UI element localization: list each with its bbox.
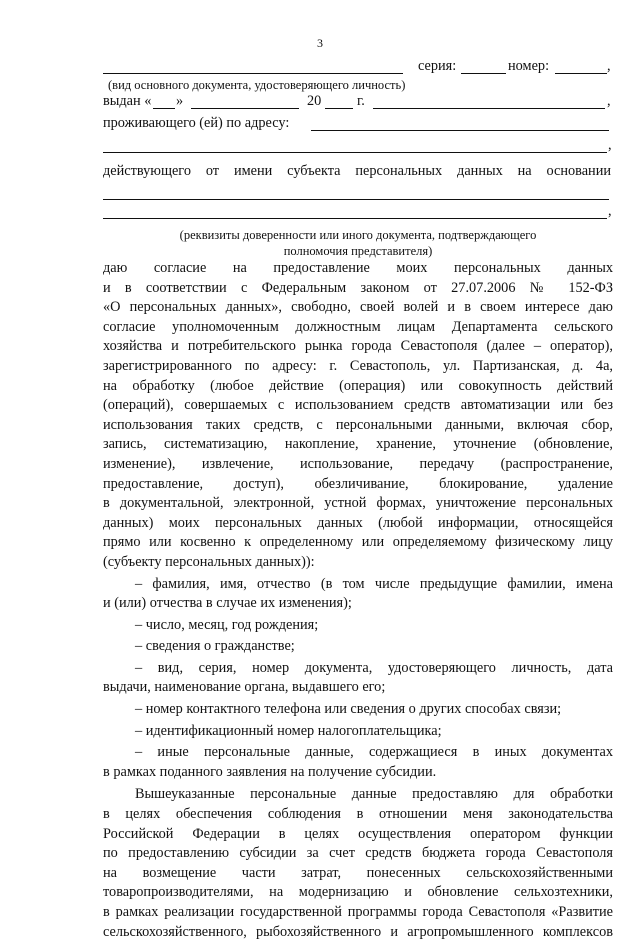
basis-caption: [103, 227, 613, 259]
list-item-line: и (или) отчества в случае их изменения);: [103, 595, 352, 612]
purpose-line: Вышеуказанные персональные данные предоставляю для обработки: [135, 786, 613, 803]
consent-line: предоставление, доступ), обезличивание, блокирование, удаление: [103, 475, 613, 492]
purpose-paragraph: [103, 785, 613, 942]
issued-day-blank: [153, 108, 175, 109]
number-label: номер:: [508, 58, 550, 74]
number-blank: [555, 73, 607, 74]
address-line: [103, 115, 613, 134]
purpose-line: по предоставлению субсидии за счет средств бюджета города Севастополя: [103, 845, 613, 862]
consent-paragraph: [103, 259, 613, 573]
basis-blank-1: [103, 199, 609, 200]
list-item: [103, 575, 613, 614]
list-item-line: – вид, серия, номер документа, удостоверяющего личность, дата: [135, 659, 613, 676]
issued-by-blank: [373, 108, 605, 109]
purpose-line: товаропроизводителями, на модернизацию и обновление сельхозтехники,: [103, 884, 613, 901]
purpose-line: сельскохозяйственного, рыбохозяйственного и агропромышленного комплексов: [103, 923, 613, 940]
basis-line-1: [103, 185, 613, 204]
issued-label: выдан «: [103, 93, 152, 109]
basis-caption-line-1: (реквизиты доверенности или иного документа, подтверждающего: [179, 228, 537, 242]
purpose-line: в целях обеспечения соблюдения в отношении меня законодательства: [103, 806, 613, 823]
consent-line: и в соответствии с Федеральным законом от 27.07.2006 № 152-ФЗ: [103, 279, 613, 296]
purpose-line: на возмещение части затрат, понесенных сельскохозяйственными: [103, 864, 613, 881]
consent-line: «О персональных данных», свободно, своей волей и в своем интересе даю: [103, 299, 613, 316]
basis-end-comma: ,: [608, 203, 612, 219]
consent-line: зарегистрированного по адресу: г. Севастополь, ул. Партизанская, д. 4а,: [103, 357, 613, 374]
address-blank-2: [103, 152, 607, 153]
consent-line: на обработку (любое действие (операция) или совокупность действий: [103, 377, 613, 394]
list-item-line: – фамилия, имя, отчество (в том числе предыдущие фамилии, имена: [135, 575, 613, 592]
list-item-line: – число, месяц, год рождения;: [135, 616, 319, 633]
list-item: [103, 659, 613, 698]
consent-line: изменение), извлечение, использование, передачу (распространение,: [103, 455, 613, 472]
document-type-caption: (вид основного документа, удостоверяющего личность): [108, 78, 406, 92]
issued-year-blank: [325, 108, 353, 109]
list-item-line: выдачи, наименование органа, выдавшего его;: [103, 679, 386, 696]
personal-data-list: [103, 575, 613, 783]
list-item: [103, 616, 613, 636]
purpose-line: Российской Федерации в целях осуществления оператором функции: [103, 825, 613, 842]
list-item-line: – номер контактного телефона или сведения о других способах связи;: [135, 701, 562, 718]
acting-text: действующего от имени субъекта персональных данных на основании: [103, 163, 611, 179]
list-item: [103, 743, 613, 782]
list-item: [103, 722, 613, 742]
basis-blank-2: [103, 218, 607, 219]
issued-month-blank: [191, 108, 299, 109]
series-blank: [461, 73, 506, 74]
basis-line-2: [103, 204, 613, 223]
purpose-line: в рамках реализации государственной программы города Севастополя «Развитие: [103, 904, 613, 920]
list-item-line: – сведения о гражданстве;: [135, 638, 295, 655]
page-number: 3: [317, 36, 323, 50]
consent-line: прямо или косвенно к определенному или определяемому физическому лицу: [103, 534, 613, 551]
consent-line: (субъекту персональных данных)):: [103, 553, 315, 570]
list-item-line: – идентификационный номер налогоплательщика;: [135, 722, 442, 739]
acting-line: [103, 163, 613, 182]
number-end-comma: ,: [607, 58, 611, 74]
basis-caption-line-2: полномочия представителя): [283, 244, 433, 258]
address-line-2: [103, 137, 613, 156]
issued-year-suffix: г.: [357, 93, 365, 109]
consent-line: (операций), совершаемых с использованием средств автоматизации или без: [103, 397, 613, 414]
address-label: проживающего (ей) по адресу:: [103, 115, 290, 131]
issued-year-prefix: 20: [307, 93, 322, 109]
list-item: [103, 637, 613, 657]
address-blank: [311, 130, 609, 131]
consent-line: хозяйства и потребительского рынка города Севастополя (далее – оператор),: [103, 338, 613, 355]
consent-line: данных) моих персональных данных (любой информации, относящейся: [103, 514, 613, 531]
list-item-line: в рамках поданного заявления на получение субсидии.: [103, 763, 437, 780]
series-label: серия:: [418, 58, 457, 74]
address-end-comma: ,: [608, 137, 612, 153]
consent-line: даю согласие на предоставление моих персональных данных: [103, 260, 613, 276]
issued-line: [103, 93, 613, 112]
issued-end-comma: ,: [607, 93, 611, 109]
consent-line: использования таких средств, с персональными данными, включая сбор,: [103, 416, 613, 433]
document-page: [103, 36, 613, 942]
document-type-blank: [103, 73, 403, 74]
consent-line: запись, систематизацию, накопление, хранение, уточнение (обновление,: [103, 436, 613, 453]
issued-quote-close: »: [176, 93, 184, 109]
document-line: [103, 58, 613, 77]
list-item-line: – иные персональные данные, содержащиеся в иных документах: [135, 744, 613, 761]
consent-line: в документальной, электронной, устной формах, уничтожение персональных: [103, 495, 613, 512]
consent-line: согласие уполномоченным должностным лицам Департамента сельского: [103, 318, 613, 335]
list-item: [103, 700, 613, 720]
